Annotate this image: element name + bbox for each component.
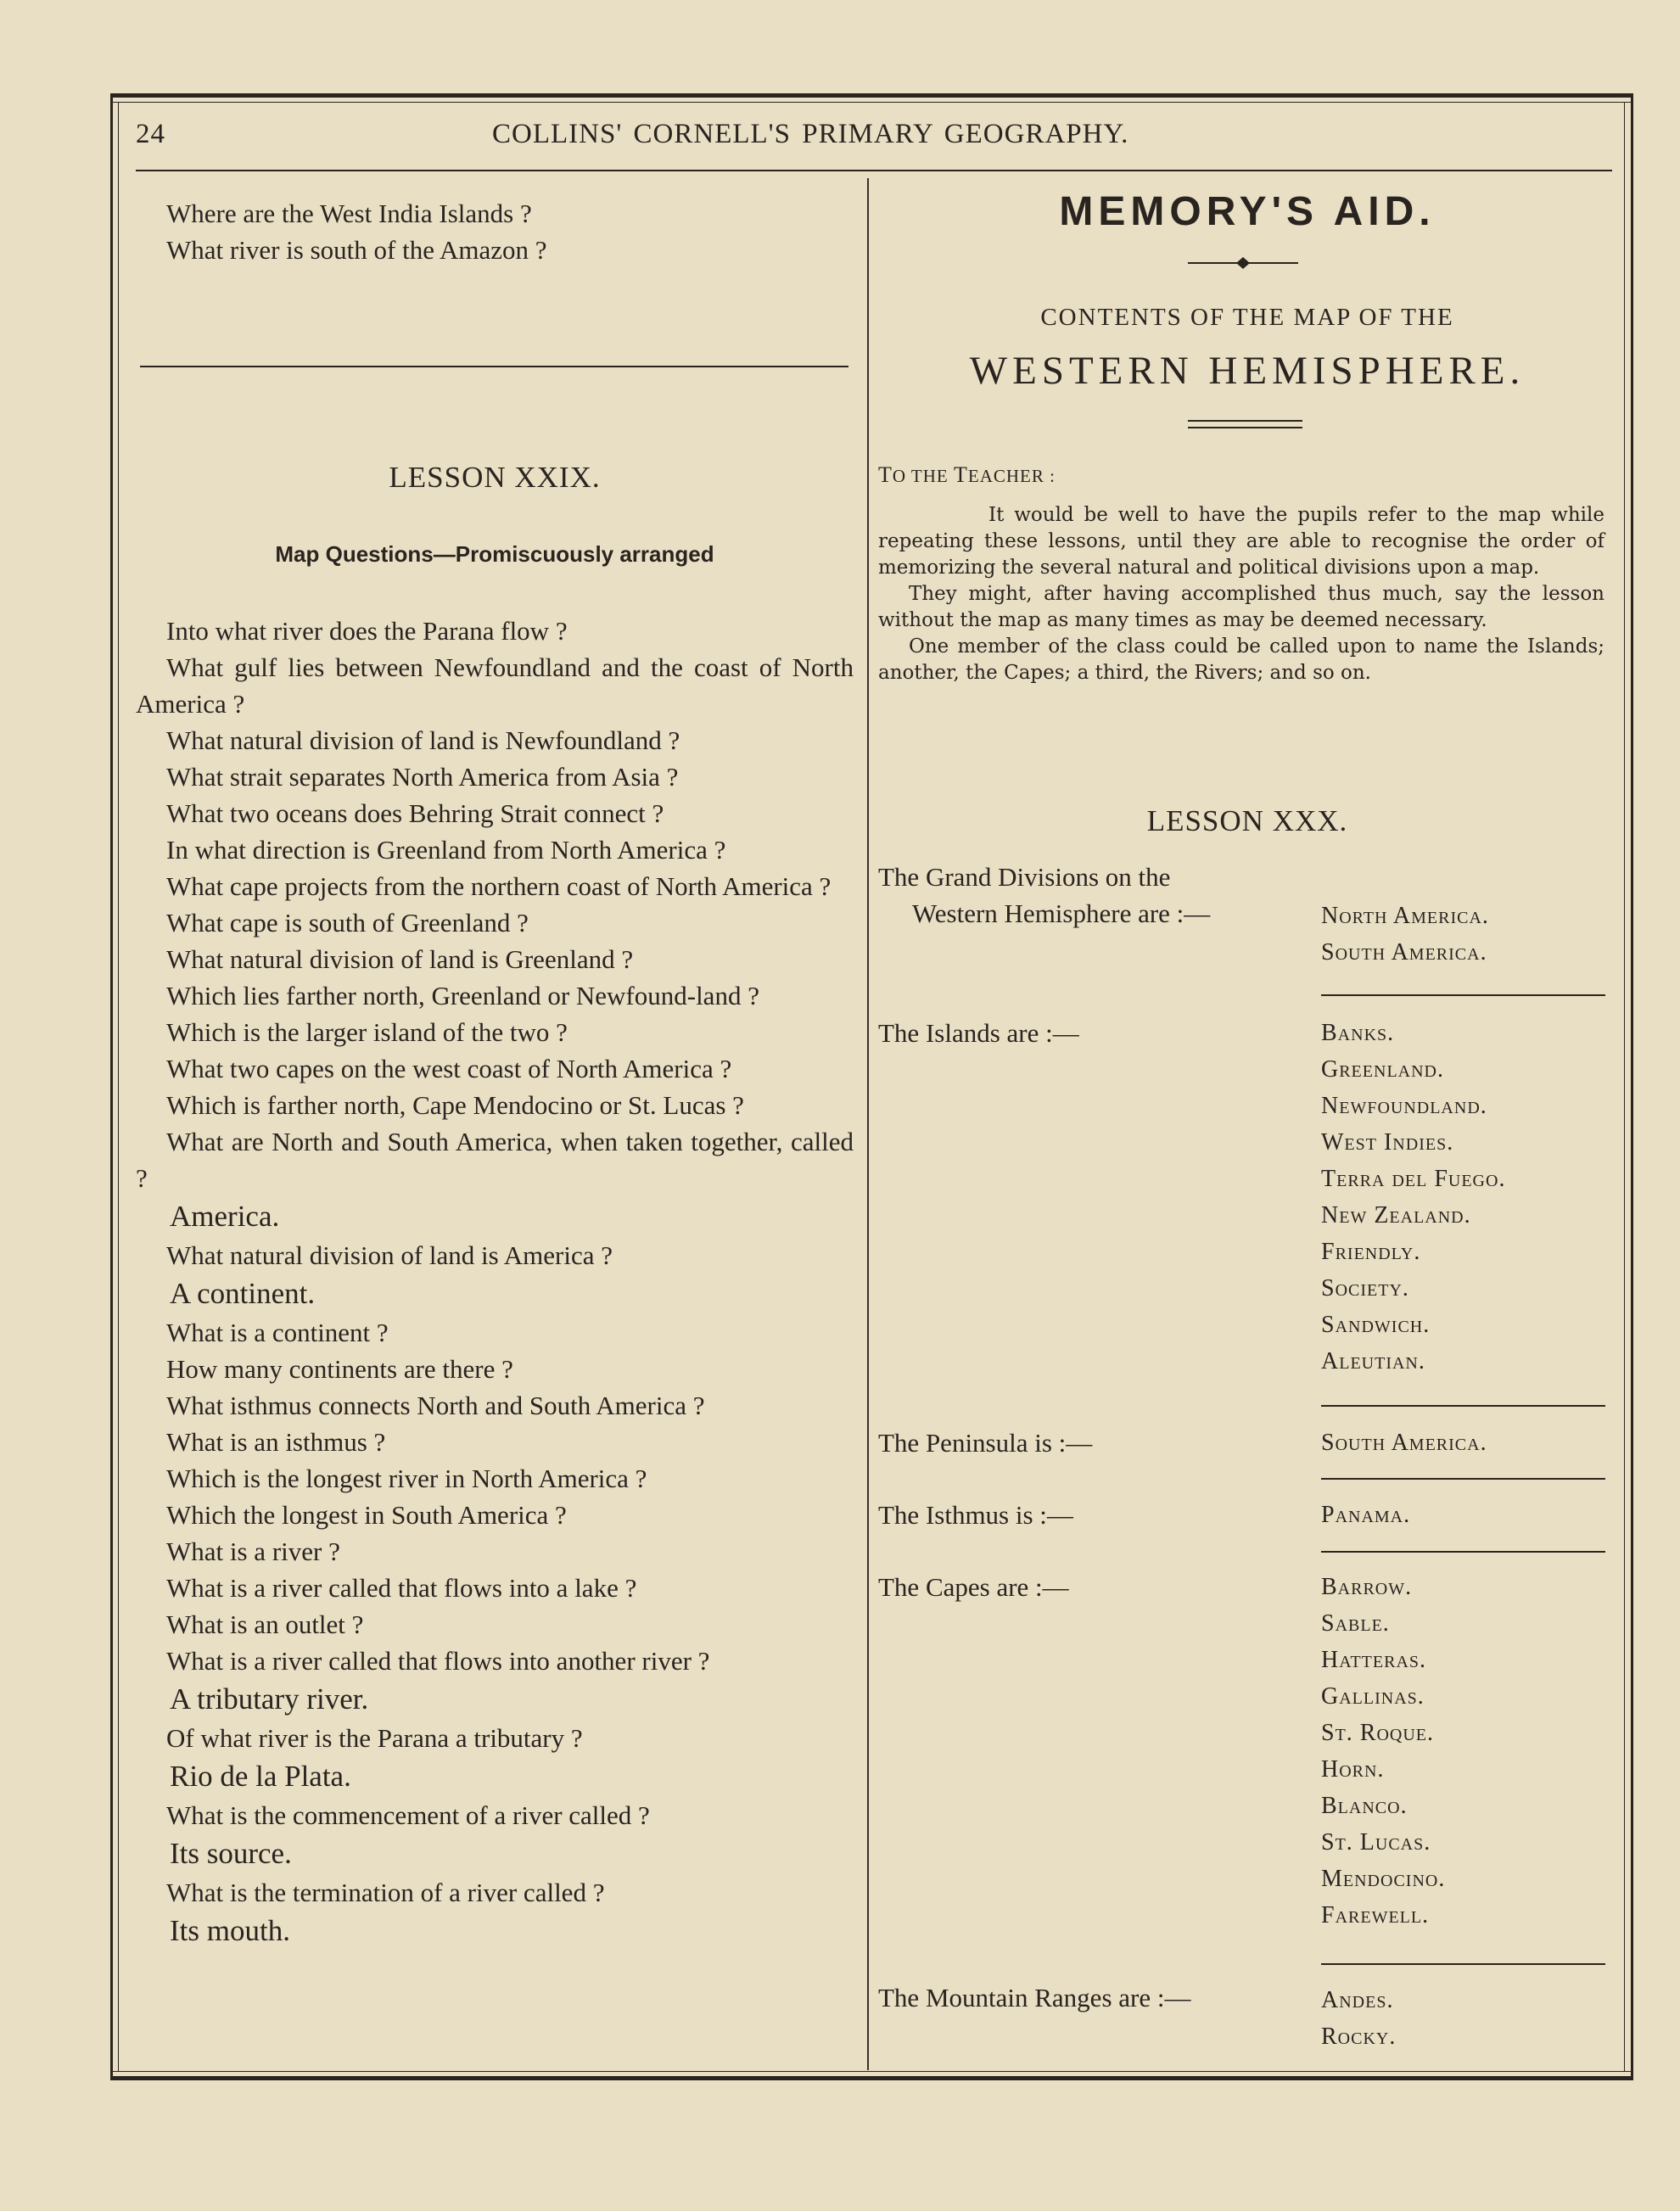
answer: A continent.: [170, 1277, 316, 1310]
note-paragraph: One member of the class could be called upon to name the Islands; another, the Capes; a third, the Rivers; and so on.: [878, 635, 1604, 684]
question: What strait separates North America from Asia ?: [166, 762, 679, 792]
list-item: Farewell.: [1321, 1902, 1430, 1928]
list-item: Hatteras.: [1321, 1647, 1427, 1673]
answer: America.: [170, 1200, 280, 1233]
teacher-heading: TO THE TEACHER :: [878, 462, 1056, 487]
peninsula-value: South America.: [1321, 1430, 1487, 1456]
section-rule: [1321, 994, 1605, 996]
frame-rule: [110, 2071, 1633, 2072]
isthmus-value: Panama.: [1321, 1502, 1411, 1528]
lesson-title: LESSON XXIX.: [389, 461, 601, 494]
question: How many continents are there ?: [166, 1354, 513, 1384]
section-rule: [1321, 1551, 1605, 1553]
list-item: South America.: [1321, 939, 1487, 966]
question: What cape is south of Greenland ?: [166, 908, 529, 938]
list-item: St. Roque.: [1321, 1720, 1435, 1746]
grand-divisions-label: The Grand Divisions on the Western Hemisphere are :—: [878, 862, 1211, 928]
question: What is a river called that flows into another river ?: [166, 1646, 710, 1676]
question: What natural division of land is Greenland ?: [166, 944, 634, 974]
list-item: Sandwich.: [1321, 1312, 1431, 1338]
list-item: Sable.: [1321, 1610, 1390, 1637]
question: Into what river does the Parana flow ?: [166, 616, 568, 646]
teacher-note: [878, 502, 1604, 686]
note-paragraph: It would be well to have the pupils refer to the map while repeating these lessons, until they are able to recognise the order of memorizing the several natural and political divisions upon a map.: [878, 504, 1604, 579]
list-item: New Zealand.: [1321, 1202, 1471, 1229]
list-item: Horn.: [1321, 1756, 1385, 1783]
question: Where are the West India Islands ?: [166, 199, 532, 228]
question: Which is farther north, Cape Mendocino or St. Lucas ?: [166, 1090, 744, 1120]
column-divider: [867, 178, 869, 2070]
page-number: 24: [136, 119, 165, 149]
peninsula-label: The Peninsula is :—: [878, 1428, 1093, 1458]
section-rule: [140, 366, 848, 367]
isthmus-label: The Isthmus is :—: [878, 1500, 1073, 1530]
question: What natural division of land is Newfoundland ?: [166, 725, 680, 755]
list-item: Gallinas.: [1321, 1683, 1425, 1710]
question: Of what river is the Parana a tributary ?: [166, 1723, 583, 1753]
question: What cape projects from the northern coast of North America ?: [166, 871, 832, 901]
capes-list: [1321, 1569, 1445, 1934]
answer: A tributary river.: [170, 1682, 369, 1716]
memory-aid-heading: MEMORY'S AID.: [1059, 189, 1436, 234]
question: What river is south of the Amazon ?: [166, 235, 547, 265]
question: What is a continent ?: [166, 1318, 389, 1347]
ornament-divider: [1188, 255, 1298, 271]
section-rule: [1321, 1963, 1605, 1965]
list-item: Banks.: [1321, 1020, 1395, 1046]
question: What two oceans does Behring Strait connect ?: [166, 798, 664, 828]
question: Which lies farther north, Greenland or Newfound-land ?: [166, 981, 759, 1010]
question: What is the termination of a river called ?: [166, 1878, 605, 1907]
question: In what direction is Greenland from North America ?: [166, 835, 726, 865]
question: Which is the longest river in North America ?: [166, 1464, 647, 1493]
question: What is a river ?: [166, 1537, 340, 1566]
list-item: Andes.: [1321, 1987, 1394, 2013]
answer: Its source.: [170, 1837, 292, 1870]
running-header: [136, 119, 1612, 161]
contents-line: CONTENTS OF THE MAP OF THE: [1040, 304, 1454, 331]
list-item: St. Lucas.: [1321, 1829, 1431, 1856]
question: What natural division of land is America ?: [166, 1240, 613, 1270]
question: What gulf lies between Newfoundland and the coast of North America ?: [136, 652, 854, 719]
question: What are North and South America, when taken together, called ?: [136, 1127, 854, 1193]
grand-divisions-list: [1321, 898, 1489, 971]
question: Which is the larger island of the two ?: [166, 1017, 568, 1047]
list-item: West Indies.: [1321, 1129, 1454, 1156]
list-item: Rocky.: [1321, 2023, 1397, 2050]
list-item: Newfoundland.: [1321, 1093, 1487, 1119]
list-item: Blanco.: [1321, 1793, 1408, 1819]
answer: Rio de la Plata.: [170, 1760, 351, 1793]
list-item: Aleutian.: [1321, 1348, 1425, 1374]
list-item: North America.: [1321, 903, 1489, 929]
lesson-subtitle: Map Questions—Promiscuously arranged: [275, 541, 714, 567]
header-rule: [136, 170, 1612, 171]
list-item: Friendly.: [1321, 1239, 1421, 1265]
question: What two capes on the west coast of North America ?: [166, 1054, 732, 1083]
question: What is an isthmus ?: [166, 1427, 386, 1457]
question: What is a river called that flows into a lake ?: [166, 1573, 637, 1603]
frame-rule: [1624, 102, 1625, 2071]
frame-rule: [110, 102, 1633, 103]
intro-questions: [136, 195, 854, 268]
section-rule: [1321, 1478, 1605, 1480]
question: What is the commencement of a river called ?: [166, 1800, 650, 1830]
question: What isthmus connects North and South America ?: [166, 1391, 705, 1420]
question: Which the longest in South America ?: [166, 1500, 567, 1530]
lesson-title: LESSON XXX.: [1146, 804, 1348, 837]
list-item: Barrow.: [1321, 1574, 1413, 1600]
list-item: Mendocino.: [1321, 1866, 1446, 1892]
answer: Its mouth.: [170, 1914, 290, 1947]
map-title: WESTERN HEMISPHERE.: [969, 349, 1526, 393]
mountain-ranges-label: The Mountain Ranges are :—: [878, 1983, 1191, 2012]
islands-label: The Islands are :—: [878, 1018, 1079, 1048]
capes-label: The Capes are :—: [878, 1572, 1069, 1602]
list-item: Society.: [1321, 1275, 1409, 1301]
question-list: [136, 613, 854, 1951]
mountain-ranges-list: [1321, 1982, 1396, 2055]
list-item: Terra del Fuego.: [1321, 1166, 1506, 1192]
book-title: COLLINS' CORNELL'S PRIMARY GEOGRAPHY.: [492, 119, 1129, 149]
double-rule: [1188, 420, 1302, 428]
question: What is an outlet ?: [166, 1609, 364, 1639]
frame-rule: [118, 102, 119, 2071]
list-item: Greenland.: [1321, 1056, 1444, 1083]
islands-list: [1321, 1015, 1505, 1380]
section-rule: [1321, 1405, 1605, 1407]
note-paragraph: They might, after having accomplished thus much, say the lesson without the map as many times as may be deemed necessary.: [878, 583, 1604, 631]
